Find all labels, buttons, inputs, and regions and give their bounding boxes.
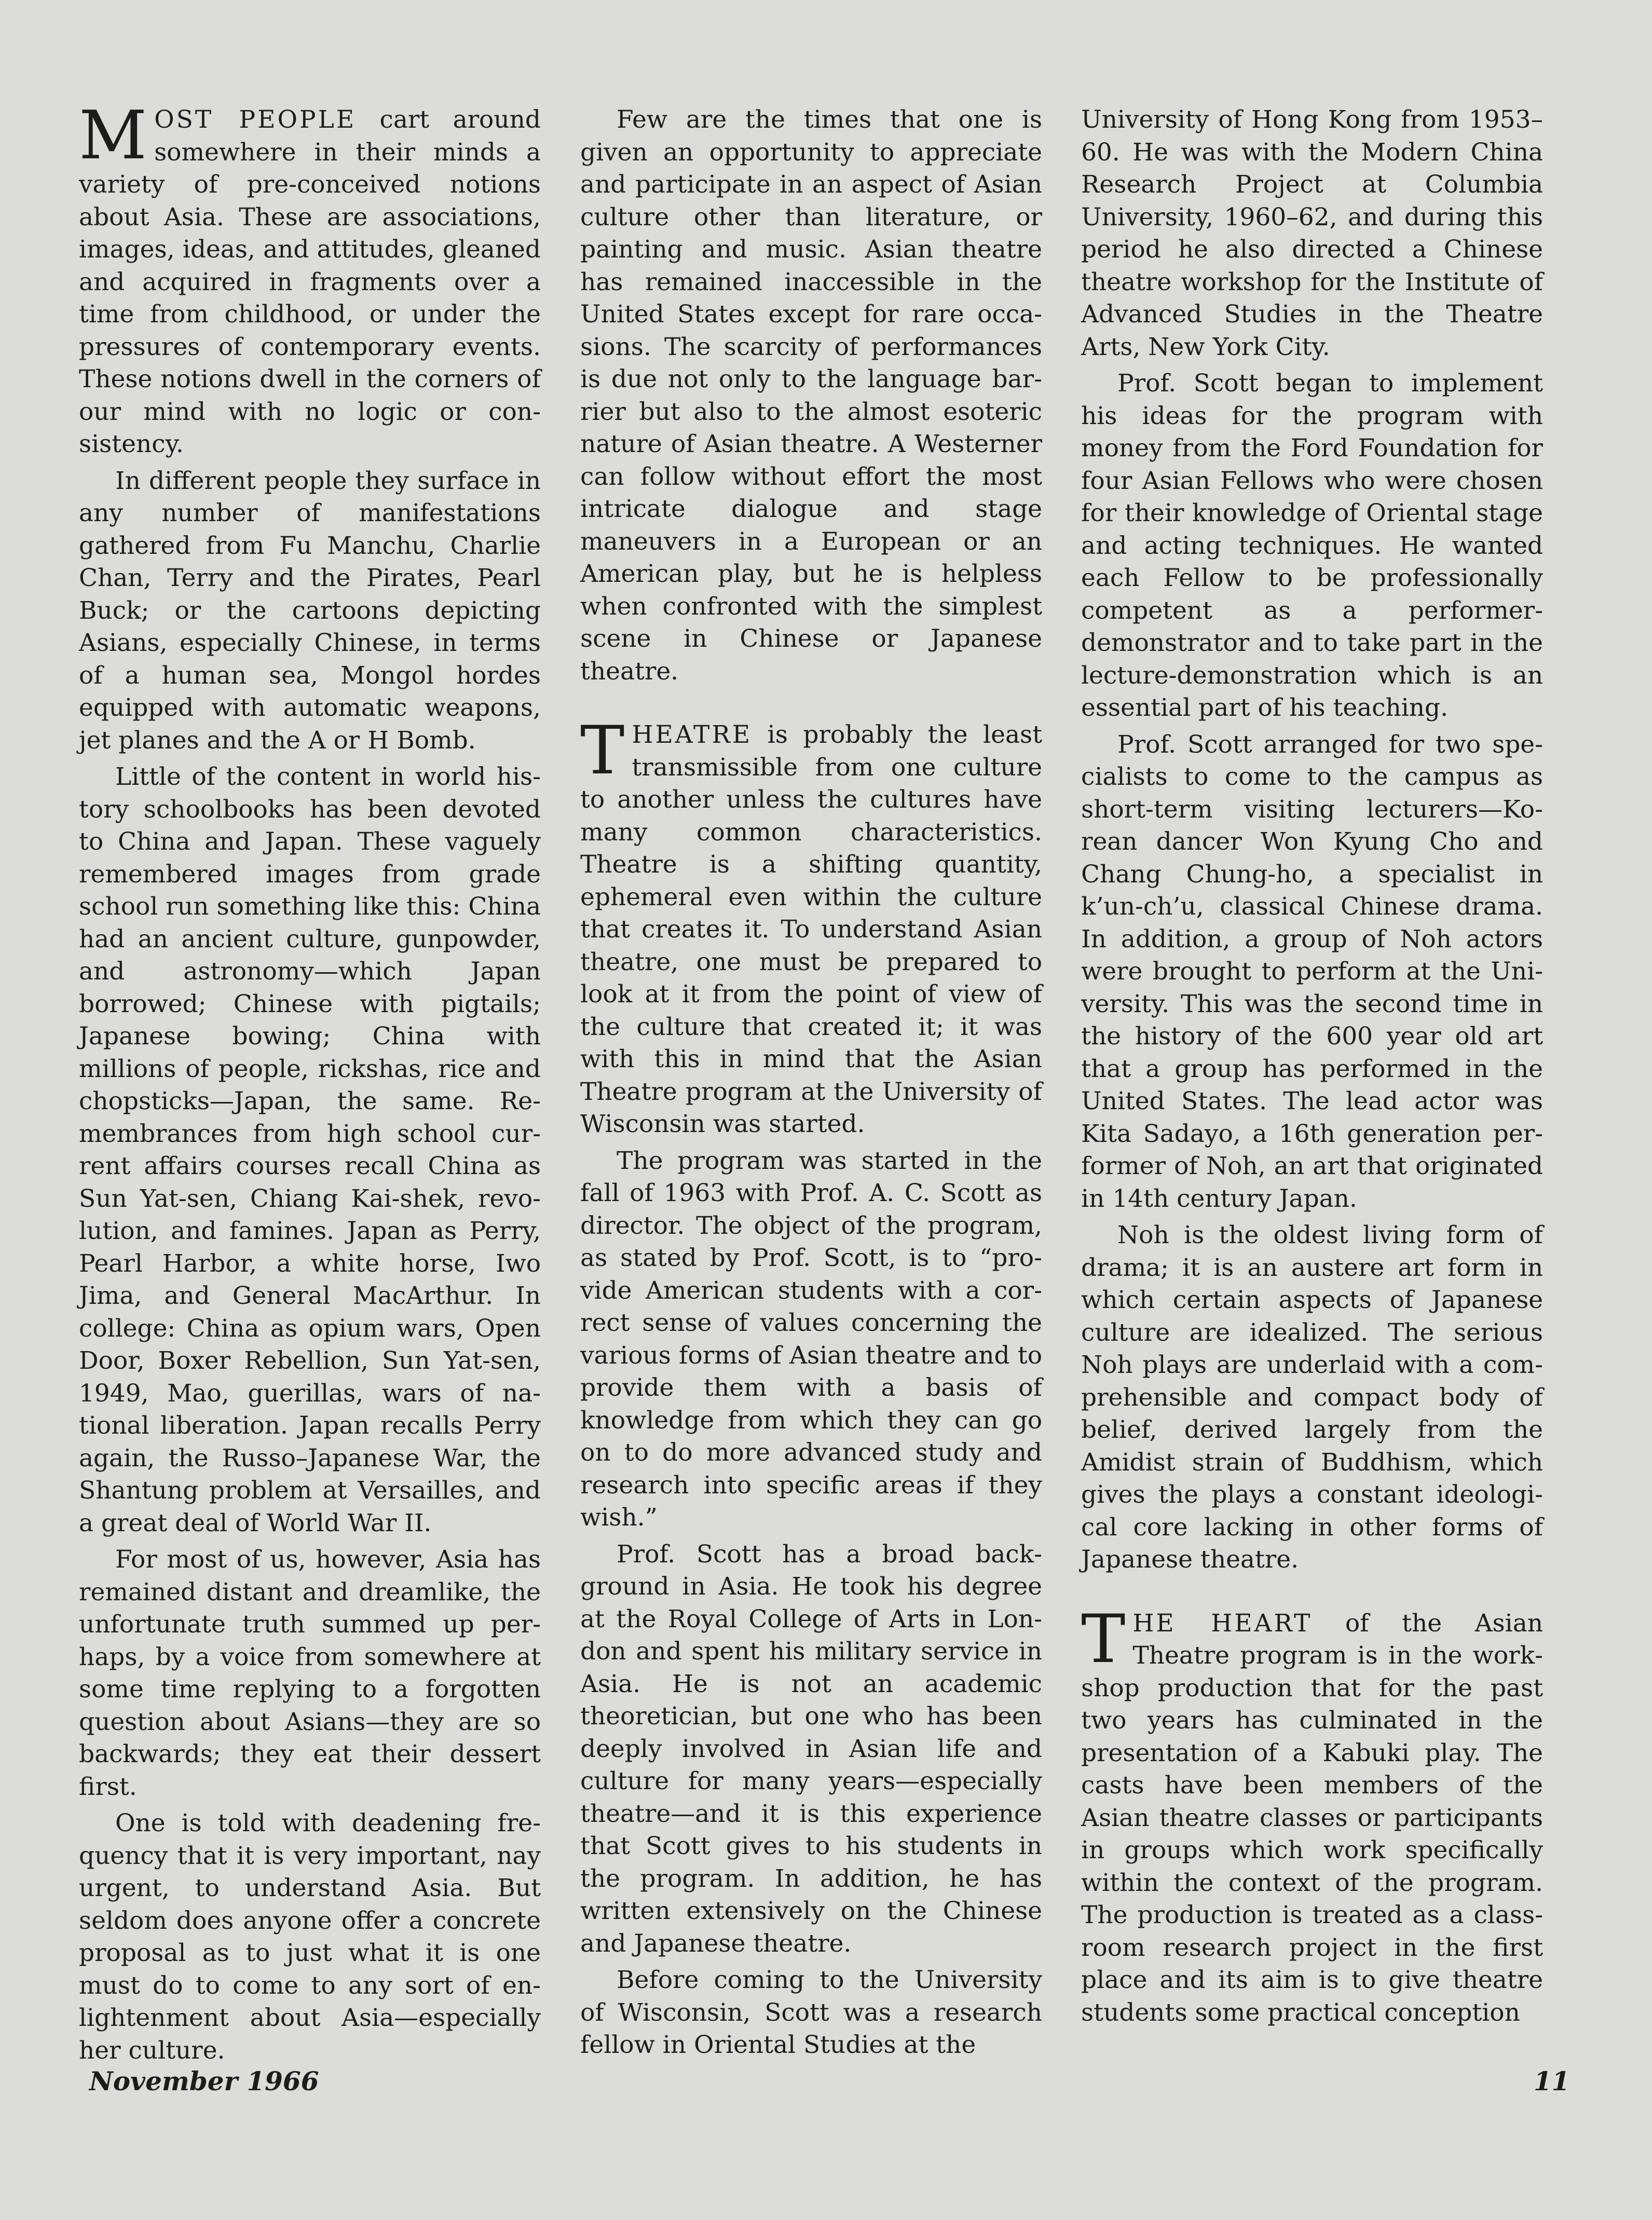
paragraph: In different people they surface in any number of manifestations gathered from Fu Manchu, Charlie Chan, Terry and the Pirates, Pearl Buck; or the cartoons depicting Asians, especially Chinese, in terms of a human sea, Mongol hordes equipped with automatic weapons, jet planes and the A or H Bomb.	[79, 466, 541, 755]
paragraph	[79, 97, 541, 461]
paragraph: Prof. Scott began to implement his ideas for the program with money from the Ford Foundation for four Asian Fellows who were chosen for their knowledge of Oriental stage and acting techniques. He wanted each Fellow to be professionally competent as a performer-demonstrator and to take part in the lecture-demonstration which is an essential part of his teaching.	[1081, 369, 1543, 722]
drop-cap: T	[1081, 1600, 1126, 1678]
paragraph-text: of the Asian Theatre program is in the workshop production that for the past two years has culminated in the presentation of a Kabuki play. The casts have been members of the Asian theatre classes or participants in groups which work specifically within the context of the program. The production is treated as a classroom research project in the first place and its aim is to give theatre students some practical conception	[1081, 1609, 1543, 2027]
paragraph: Prof. Scott has a broad background in Asia. He took his degree at the Royal College of Arts in London and spent his military service in Asia. He is not an academic theoretician, but one who has been deeply involved in Asian life and culture for many years—especially theatre—and it is this experience that Scott gives to his students in the program. In addition, he has written extensively on the Chinese and Japanese theatre.	[580, 1540, 1042, 1958]
footer-date: November 1966	[89, 2066, 319, 2096]
lead-in-caps: OST PEOPLE	[154, 105, 357, 134]
page-number: 11	[1534, 2066, 1570, 2096]
paragraph	[1081, 1600, 1543, 2030]
paragraph-text: cart around somewhere in their minds a variety of pre-conceived notions about Asia. These are associations, images, ideas, and attitudes, gleaned and acquired in fragments over a time from childhood, or under the pressures of contemporary events. These notions dwell in the corners of our mind with no logic or consistency.	[79, 105, 541, 458]
text-column-2	[580, 104, 1042, 2076]
lead-in-caps: HE HEART	[1132, 1609, 1313, 1638]
paragraph: For most of us, however, Asia has remained distant and dreamlike, the unfortunate truth summed up perhaps, by a voice from somewhere at some time replying to a forgotten question about Asians—they are so backwards; they eat their dessert first.	[79, 1545, 541, 1801]
paragraph: Prof. Scott arranged for two specialists to come to the campus as short-term visiting lecturers—Korean dancer Won Kyung Cho and Chang Chung-ho, a specialist in k’un-ch’u, classical Chinese drama. In addition, a group of Noh actors were brought to perform at the University. This was the second time in the history of the 600 year old art that a group has performed in the United States. The lead actor was Kita Sadayo, a 16th generation performer of Noh, an art that originated in 14th century Japan.	[1081, 730, 1543, 1213]
paragraph: University of Hong Kong from 1953–60. He was with the Modern China Research Project at Columbia University, 1960–62, and during this period he also directed a Chinese theatre workshop for the Institute of Advanced Studies in the Theatre Arts, New York City.	[1081, 105, 1543, 361]
paragraph: The program was started in the fall of 1963 with Prof. A. C. Scott as director. The object of the program, as stated by Prof. Scott, is to “provide American students with a correct sense of values concerning the various forms of Asian theatre and to provide them with a basis of knowledge from which they can go on to do more advanced study and research into specific areas if they wish.”	[580, 1146, 1042, 1532]
drop-cap: M	[79, 97, 147, 174]
paragraph: Few are the times that one is given an opportunity to appreciate and participate in an aspect of Asian culture other than literature, or painting and music. Asian theatre has remained inaccessible in the United States except for rare occasions. The scarcity of performances is due not only to the language barrier but also to the almost esoteric nature of Asian theatre. A Westerner can follow without effort the most intricate dialogue and stage maneuvers in a European or an American play, but he is helpless when confronted with the simplest scene in Chinese or Japanese theatre.	[580, 105, 1042, 686]
paragraph: Before coming to the University of Wisconsin, Scott was a research fellow in Oriental Studies at the	[580, 1966, 1042, 2059]
text-column-3	[1081, 104, 1543, 2076]
paragraph: Noh is the oldest living form of drama; it is an austere art form in which certain aspects of Japanese culture are idealized. The serious Noh plays are underlaid with a comprehensible and compact body of belief, derived largely from the Amidist strain of Buddhism, which gives the plays a constant ideological core lacking in other forms of Japanese theatre.	[1081, 1221, 1543, 1574]
paragraph	[580, 712, 1042, 1141]
paragraph: One is told with deadening frequency that it is very important, nay urgent, to understand Asia. But seldom does anyone offer a concrete proposal as to just what it is one must do to come to any sort of enlightenment about Asia—especially her culture.	[79, 1809, 541, 2065]
paragraph: Little of the content in world history schoolbooks has been devoted to China and Japan. These vaguely remembered images from grade school run something like this: China had an ancient culture, gunpowder, and astronomy—which Japan borrowed; Chinese with pigtails; Japanese bowing; China with millions of people, rickshas, rice and chopsticks—Japan, the same. Remembrances from high school current affairs courses recall China as Sun Yat-sen, Chiang Kai-shek, revolution, and famines. Japan as Perry, Pearl Harbor, a white horse, Iwo Jima, and General MacArthur. In college: China as opium wars, Open Door, Boxer Rebellion, Sun Yat-sen, 1949, Mao, guerillas, wars of national liberation. Japan recalls Perry again, the Russo–Japanese War, the Shantung problem at Versailles, and a great deal of World War II.	[79, 762, 541, 1537]
text-column-1	[79, 97, 541, 2076]
drop-cap: T	[580, 712, 625, 789]
lead-in-caps: HEATRE	[632, 720, 753, 749]
paragraph-text: is probably the least transmissible from one culture to another unless the cultures have many common characteristics. Theatre is a shifting quantity, ephemeral even within the culture that creates it. To understand Asian theatre, one must be prepared to look at it from the point of view of the culture that created it; it was with this in mind that the Asian Theatre program at the University of Wisconsin was started.	[580, 720, 1042, 1138]
